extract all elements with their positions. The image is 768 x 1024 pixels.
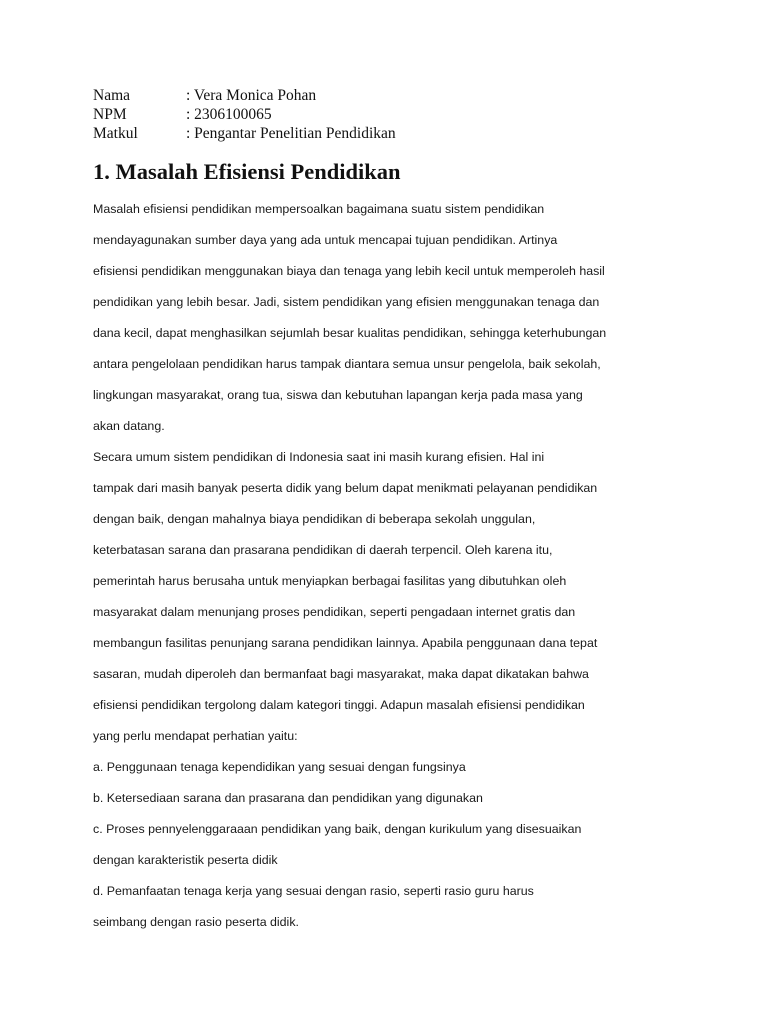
text-line: Masalah efisiensi pendidikan mempersoalkan bagaimana suatu sistem pendidikan (93, 202, 545, 216)
info-row-course (93, 124, 396, 143)
info-row-name (93, 86, 396, 105)
text-line: efisiensi pendidikan tergolong dalam kategori tinggi. Adapun masalah efisiensi pendidikan (93, 698, 585, 712)
list-item: dengan karakteristik peserta didik (93, 853, 278, 867)
text-line: pemerintah harus berusaha untuk menyiapkan berbagai fasilitas yang dibutuhkan oleh (93, 574, 567, 588)
info-label: Nama (93, 87, 131, 104)
text-line: keterbatasan sarana dan prasarana pendidikan di daerah terpencil. Oleh karena itu, (93, 543, 553, 557)
info-value: : 2306100065 (186, 106, 272, 123)
text-line: lingkungan masyarakat, orang tua, siswa dan kebutuhan lapangan kerja pada masa yang (93, 388, 583, 402)
text-line: yang perlu mendapat perhatian yaitu: (93, 729, 298, 743)
text-line: membangun fasilitas penunjang sarana pendidikan lainnya. Apabila penggunaan dana tepat (93, 636, 598, 650)
text-line: sasaran, mudah diperoleh dan bermanfaat bagi masyarakat, maka dapat dikatakan bahwa (93, 667, 589, 681)
text-line: tampak dari masih banyak peserta didik yang belum dapat menikmati pelayanan pendidikan (93, 481, 598, 495)
text-line: masyarakat dalam menunjang proses pendidikan, seperti pengadaan internet gratis dan (93, 605, 576, 619)
info-value: : Pengantar Penelitian Pendidikan (186, 125, 396, 142)
list-item: d. Pemanfaatan tenaga kerja yang sesuai dengan rasio, seperti rasio guru harus (93, 884, 534, 898)
text-line: dengan baik, dengan mahalnya biaya pendidikan di beberapa sekolah unggulan, (93, 512, 536, 526)
text-line: Secara umum sistem pendidikan di Indonesia saat ini masih kurang efisien. Hal ini (93, 450, 545, 464)
section-heading: 1. Masalah Efisiensi Pendidikan (93, 159, 401, 184)
body-text (93, 194, 653, 938)
list-item: seimbang dengan rasio peserta didik. (93, 915, 299, 929)
text-line: pendidikan yang lebih besar. Jadi, sistem pendidikan yang efisien menggunakan tenaga dan (93, 295, 600, 309)
list-item: a. Penggunaan tenaga kependidikan yang sesuai dengan fungsinya (93, 760, 466, 774)
text-line: antara pengelolaan pendidikan harus tampak diantara semua unsur pengelola, baik sekolah, (93, 357, 601, 371)
student-info (93, 86, 396, 143)
list-item: b. Ketersediaan sarana dan prasarana dan pendidikan yang digunakan (93, 791, 483, 805)
text-line: mendayagunakan sumber daya yang ada untuk mencapai tujuan pendidikan. Artinya (93, 233, 558, 247)
text-line: efisiensi pendidikan menggunakan biaya dan tenaga yang lebih kecil untuk memperoleh hasil (93, 264, 605, 278)
info-row-npm (93, 105, 396, 124)
list-item: c. Proses pennyelenggaraaan pendidikan yang baik, dengan kurikulum yang disesuaikan (93, 822, 582, 836)
text-line: akan datang. (93, 419, 165, 433)
info-label: NPM (93, 106, 127, 123)
info-label: Matkul (93, 125, 138, 142)
info-value: : Vera Monica Pohan (186, 87, 317, 104)
text-line: dana kecil, dapat menghasilkan sejumlah besar kualitas pendidikan, sehingga keterhubungan (93, 326, 607, 340)
